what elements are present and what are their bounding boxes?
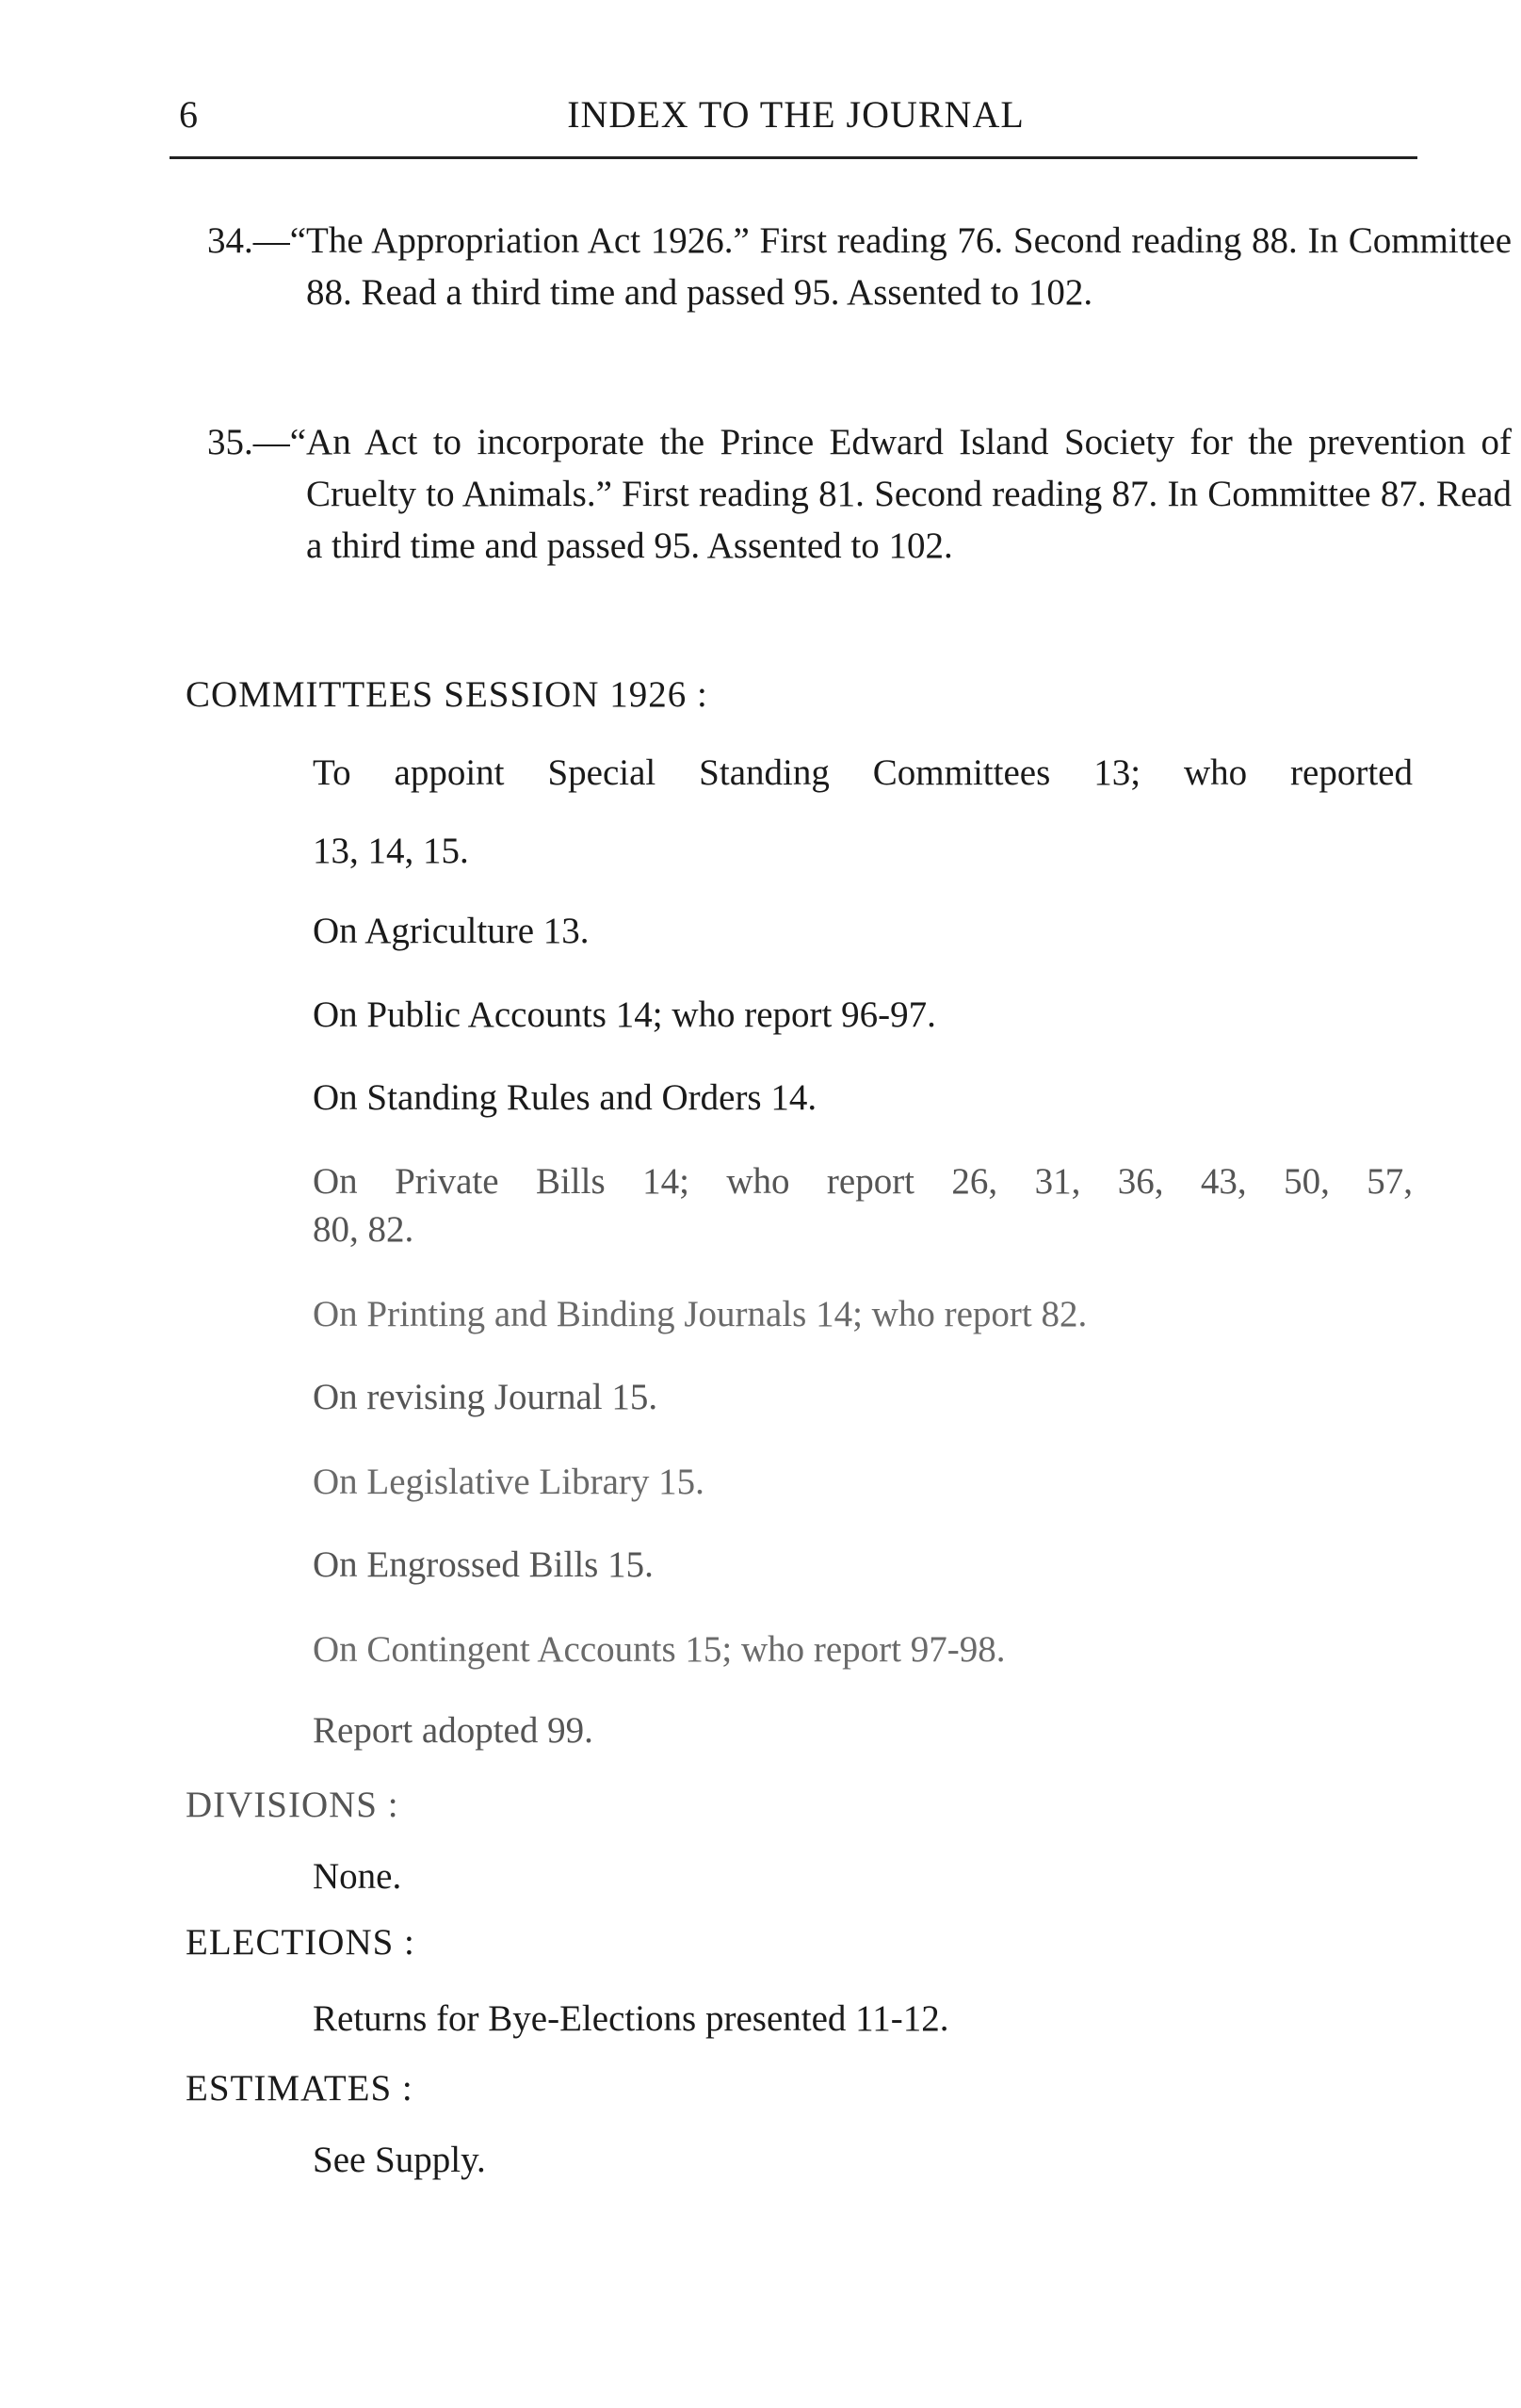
committee-entry: 80, 82. [313, 1209, 414, 1250]
committee-entry: 13, 14, 15. [313, 831, 469, 871]
bill-text: —“The Appropriation Act 1926.” First reading 76. Second reading 88. In Committee 88. Read a third time and passed 95. Assented to 102. [252, 220, 1512, 313]
committee-entry: Report adopted 99. [313, 1710, 593, 1751]
estimates-entry: See Supply. [313, 2140, 486, 2180]
committees-heading: COMMITTEES SESSION 1926 : [186, 674, 708, 715]
committee-entry: On revising Journal 15. [313, 1377, 658, 1417]
committee-entry: On Agriculture 13. [313, 911, 590, 951]
bill-text: —“An Act to incorporate the Prince Edward Island Society for the prevention of Cruelty to Animals.” First reading 81. Second reading 87. In Committee 87. Read a third time and passed 95. Assented to 102. [252, 422, 1512, 566]
elections-entry: Returns for Bye-Elections presented 11-12. [313, 1998, 949, 2039]
divisions-entry: None. [313, 1856, 402, 1897]
bill-entry-34 [207, 215, 1512, 318]
committee-entry: On Private Bills 14; who report 26, 31, 36, 43, 50, 57, [313, 1161, 1413, 1202]
committee-entry: On Legislative Library 15. [313, 1462, 704, 1502]
bill-number: 34. [207, 220, 253, 261]
divisions-heading: DIVISIONS : [186, 1785, 399, 1825]
committee-entry: On Standing Rules and Orders 14. [313, 1077, 817, 1118]
page-title: INDEX TO THE JOURNAL [567, 93, 1025, 136]
committee-entry: On Contingent Accounts 15; who report 97-98. [313, 1629, 1006, 1670]
header-rule [170, 156, 1417, 159]
committee-entry: On Printing and Binding Journals 14; who report 82. [313, 1294, 1088, 1334]
committee-entry: To appoint Special Standing Committees 13; who reported [313, 752, 1413, 793]
committee-entry: On Public Accounts 14; who report 96-97. [313, 994, 936, 1035]
bill-number: 35. [207, 422, 253, 462]
bill-entry-35 [207, 416, 1512, 572]
running-head [179, 92, 1413, 149]
page-number: 6 [179, 93, 199, 136]
committee-entry: On Engrossed Bills 15. [313, 1544, 654, 1585]
elections-heading: ELECTIONS : [186, 1922, 415, 1963]
estimates-heading: ESTIMATES : [186, 2068, 413, 2109]
